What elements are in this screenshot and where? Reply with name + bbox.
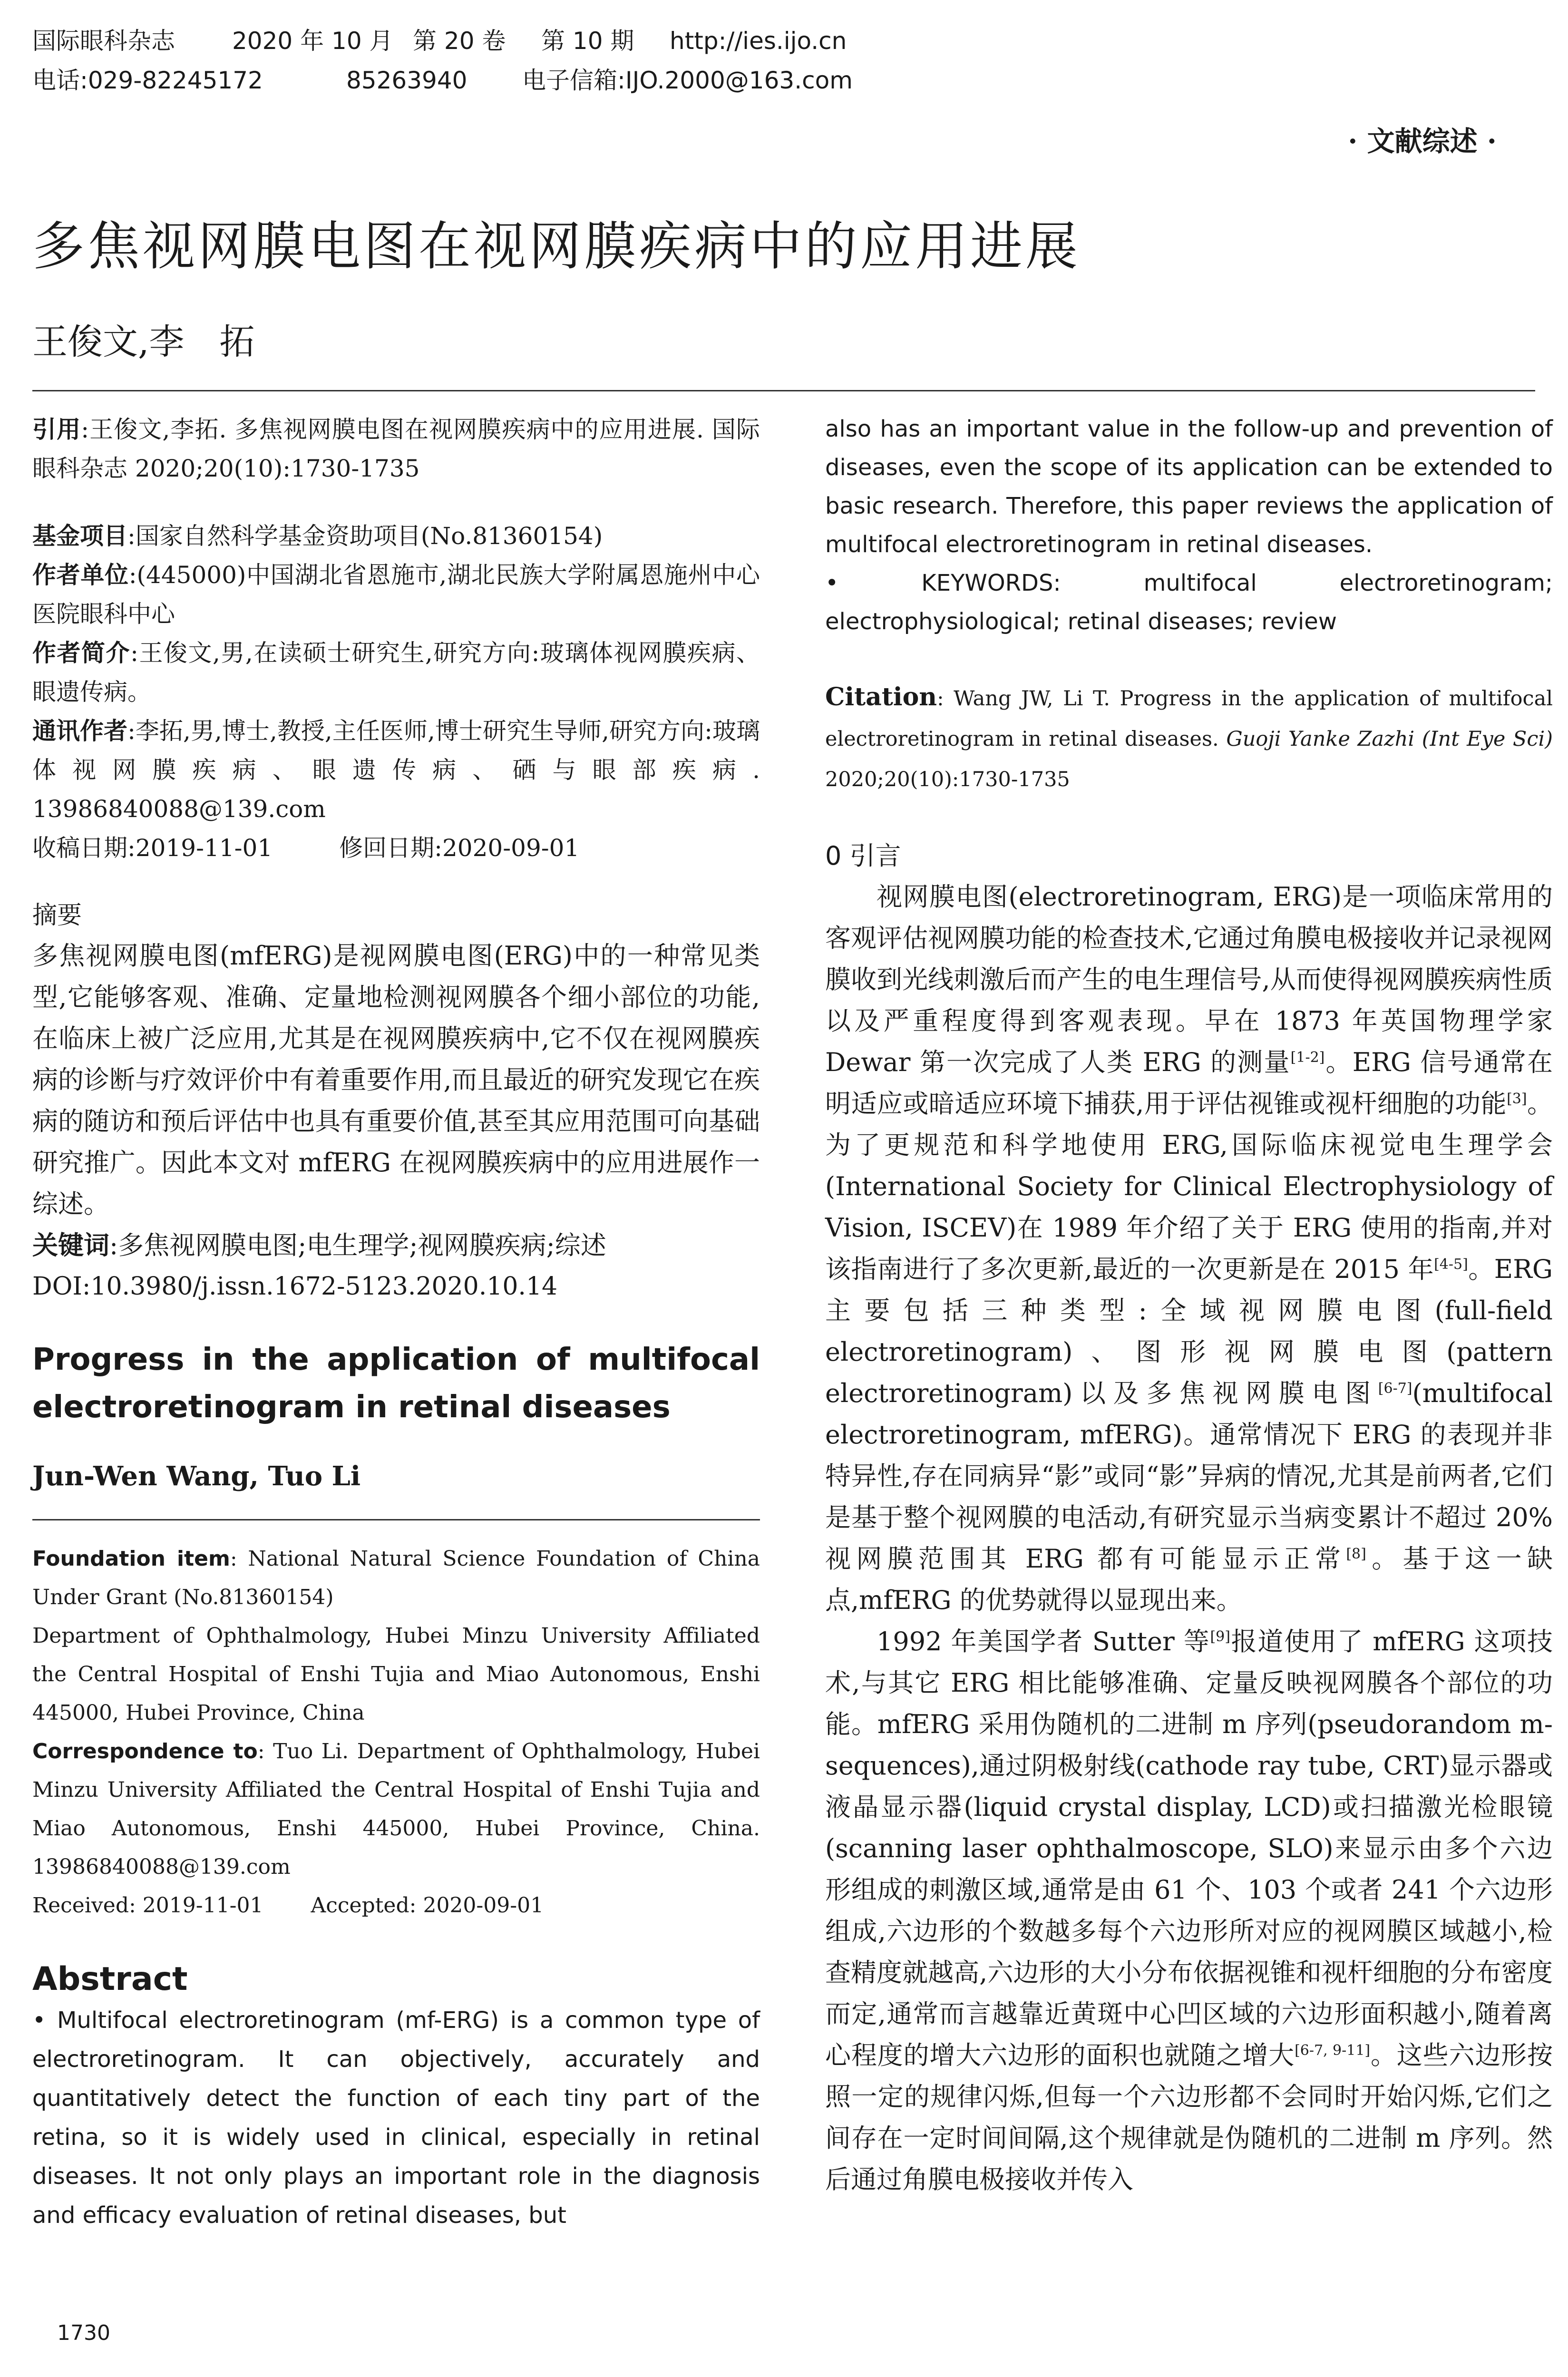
ref-4: [6-7]	[1378, 1380, 1412, 1397]
p2-text-c: 。这些六边形按照一定的规律闪烁,但每一个六边形都不会同时开始闪烁,它们之间存在一定时间间隔,这个规律就是伪随机的二进制 m 序列。然后通过角膜电极接收并传入	[825, 2040, 1553, 2194]
intro-paragraph-1	[825, 876, 1553, 1621]
email[interactable]: 电子信箱:IJO.2000@163.com	[522, 67, 853, 94]
doi[interactable]: DOI:10.3980/j.issn.1672-5123.2020.10.14	[32, 1272, 558, 1301]
journal-url[interactable]: http://ies.ijo.cn	[670, 27, 847, 55]
corr-cn	[32, 711, 760, 828]
citation-en-text-2: 2020;20(10):1730-1735	[825, 768, 1070, 791]
english-authors: Jun-Wen Wang, Tuo Li	[32, 1461, 361, 1492]
bio-text: :王俊文,男,在读硕士研究生,研究方向:玻璃体视网膜疾病、眼遗传病。	[32, 639, 760, 706]
foundation-en	[32, 1539, 760, 1617]
intro-heading: 0 引言	[825, 841, 901, 871]
corr-en	[32, 1732, 760, 1886]
accepted-en: Accepted: 2020-09-01	[311, 1893, 544, 1918]
right-column	[825, 410, 1553, 2200]
keywords-en	[825, 564, 1553, 641]
ref-5: [8]	[1346, 1546, 1366, 1562]
corr-text: :李拓,男,博士,教授,主任医师,博士研究生导师,研究方向:玻璃体视网膜疾病、眼遗传病、硒与眼部疾病. 13986840088@139.com	[32, 717, 760, 823]
citation-en-text-1: : Wang JW, Li T. Progress in the application of multifocal electroretinogram in retinal diseases.	[825, 687, 1553, 751]
issue-number: 第 10 期	[541, 27, 634, 55]
article-title: 多焦视网膜电图在视网膜疾病中的应用进展	[32, 216, 1081, 277]
keywords-text: :多焦视网膜电图;电生理学;视网膜疾病;综述	[109, 1230, 606, 1260]
intro-paragraph-2	[825, 1621, 1553, 2200]
corr-en-text: : Tuo Li. Department of Ophthalmology, Hubei Minzu University Affiliated the Central Hospital of Enshi Tujia and Miao Autonomous, Enshi 445000, Hubei Province, China. 13986840088@139.com	[32, 1739, 760, 1879]
dates-en	[32, 1886, 760, 1925]
ref-7: [6-7, 9-11]	[1295, 2042, 1371, 2059]
foundation-text: : National Natural Science Foundation of China Under Grant (No.81360154)	[32, 1547, 760, 1609]
abstract-cn: 多焦视网膜电图(mfERG)是视网膜电图(ERG)中的一种常见类型,它能够客观、准确、定量地检测视网膜各个细小部位的功能,在临床上被广泛应用,尤其是在视网膜疾病中,它不仅在视网膜疾病的诊断与疗效评价中有着重要作用,而且最近的研究发现它在疾病的随访和预后评估中也具有重要价值,甚至其应用范围可向基础研究推广。因此本文对 mfERG 在视网膜疾病中的应用进展作一综述。	[32, 941, 760, 1219]
english-title: Progress in the application of multifocal electroretinogram in retinal diseases	[32, 1342, 760, 1425]
ref-1: [1-2]	[1290, 1049, 1325, 1066]
abstract-heading-cn: 摘要	[32, 901, 82, 930]
english-authors-rule	[32, 1519, 760, 1520]
p1-text-e: (multifocal electroretinogram, mfERG)。通常情况下 ERG 的表现并非特异性,存在同病异“影”或同“影”异病的情况,尤其是前两者,它们是基于整个视网膜的电活动,有研究显示当病变累计不超过 20% 视网膜范围其 ERG 都有可能显示正常	[825, 1378, 1553, 1574]
page-number: 1730	[57, 2321, 110, 2345]
p1-text-a: 视网膜电图(electroretinogram, ERG)是一项临床常用的客观评估视网膜功能的检查技术,它通过角膜电极接收并记录视网膜收到光线刺激后而产生的电生理信号,从而使得视网膜疾病性质以及严重程度得到客观表现。早在 1873 年英国物理学家 Dewar 第一次完成了人类 ERG 的测量	[825, 882, 1553, 1077]
phone-2: 85263940	[346, 67, 467, 94]
abstract-heading-en: Abstract	[32, 1960, 188, 1998]
p2-text-b: 报道使用了 mfERG 这项技术,与其它 ERG 相比能够准确、定量反映视网膜各个部位的功能。mfERG 采用伪随机的二进制 m 序列(pseudorandom m-sequences),通过阴极射线(cathode ray tube, CRT)显示器或液晶显示器(liquid crystal display, LCD)或扫描激光检眼镜(scanning laser ophthalmoscope, SLO)来显示由多个六边形组成的刺激区域,通常是由 61 个、103 个或者 241 个六边形组成,六边形的个数越多每个六边形所对应的视网膜区域越小,检查精度就越高,六边形的大小分布依据视锥和视杆细胞的分布密度而定,通常而言越靠近黄斑中心凹区域的六边形面积越小,随着离心程度的增大六边形的面积也就随之增大	[825, 1627, 1553, 2070]
citation-en-journal: Guoji Yanke Zazhi (Int Eye Sci)	[1226, 727, 1553, 751]
fund-label: 基金项目	[32, 522, 127, 550]
received-en: Received: 2019-11-01	[32, 1893, 263, 1918]
journal-name: 国际眼科杂志	[32, 27, 175, 55]
department-en: Department of Ophthalmology, Hubei Minzu University Affiliated the Central Hospital of Enshi Tujia and Miao Autonomous, Enshi 445000, Hubei Province, China	[32, 1624, 760, 1725]
fund-text: :国家自然科学基金资助项目(No.81360154)	[127, 522, 603, 550]
keywords-cn	[32, 1225, 760, 1266]
unit-cn	[32, 555, 760, 633]
foundation-label: Foundation item	[32, 1547, 230, 1571]
left-column	[32, 410, 760, 2235]
citation-cn	[32, 410, 760, 488]
phone: 电话:029-82245172	[32, 67, 263, 94]
ref-6: [9]	[1210, 1628, 1230, 1645]
p1-text-d: 。ERG 主要包括三种类型:全域视网膜电图(full-field electroretinogram)、图形视网膜电图(pattern electroretinogram)以及多焦视网膜电图	[825, 1254, 1553, 1408]
ref-3: [4-5]	[1434, 1256, 1468, 1273]
keywords-en-text: multifocal electroretinogram; electrophysiological; retinal diseases; review	[825, 570, 1553, 635]
citation-label: 引用	[32, 416, 81, 443]
header-rule	[32, 390, 1535, 391]
citation-en-label: Citation	[825, 682, 937, 711]
english-affiliations	[32, 1539, 760, 1925]
ref-2: [3]	[1507, 1091, 1527, 1107]
p1-text-c: 。为了更规范和科学地使用 ERG,国际临床视觉电生理学会(International Society for Clinical Electrophysiology of Vision, ISCEV)在 1989 年介绍了关于 ERG 使用的指南,并对该指南进行了多次更新,最近的一次更新是在 2015 年	[825, 1089, 1553, 1284]
section-tag: · 文献综述 ·	[1348, 125, 1497, 157]
bio-cn	[32, 633, 760, 711]
journal-header-line1	[32, 25, 888, 57]
p1-text-f: 。基于这一缺点,mfERG 的优势就得以显现出来。	[825, 1544, 1553, 1615]
citation-en	[825, 677, 1553, 800]
unit-text: :(445000)中国湖北省恩施市,湖北民族大学附属恩施州中心医院眼科中心	[32, 561, 760, 628]
journal-header-line2	[32, 64, 936, 97]
p2-text-a: 1992 年美国学者 Sutter 等	[877, 1627, 1210, 1656]
dates-cn	[32, 828, 760, 867]
revised-date: 修回日期:2020-09-01	[339, 834, 580, 862]
fund-cn	[32, 516, 760, 555]
abstract-en-continued: also has an important value in the follow-up and prevention of diseases, even the scope of its application can be extended to basic research. Therefore, this paper reviews the application of multifocal electroretinogram in retinal diseases.	[825, 416, 1553, 558]
keywords-label: 关键词	[32, 1230, 109, 1260]
corr-label: 通讯作者	[32, 717, 128, 745]
volume: 第 20 卷	[413, 27, 506, 55]
issue-date: 2020 年 10 月	[232, 27, 393, 55]
corr-en-label: Correspondence to	[32, 1739, 258, 1763]
received-date: 收稿日期:2019-11-01	[32, 834, 273, 862]
unit-label: 作者单位	[32, 561, 129, 589]
keywords-en-label: • KEYWORDS:	[825, 570, 1061, 596]
abstract-en: • Multifocal electroretinogram (mf-ERG) is a common type of electroretinogram. It can objectively, accurately and quantitatively detect the function of each tiny part of the retina, so it is widely used in clinical, especially in retinal diseases. It not only plays an important role in the diagnosis and efficacy evaluation of retinal diseases, but	[32, 2007, 760, 2229]
citation-text: :王俊文,李拓. 多焦视网膜电图在视网膜疾病中的应用进展. 国际眼科杂志 2020;20(10):1730-1735	[32, 416, 760, 482]
bio-label: 作者简介	[32, 639, 131, 667]
article-authors: 王俊文,李 拓	[32, 321, 255, 362]
p1-text-b: 。ERG 信号通常在明适应或暗适应环境下捕获,用于评估视锥或视杆细胞的功能	[825, 1047, 1553, 1119]
